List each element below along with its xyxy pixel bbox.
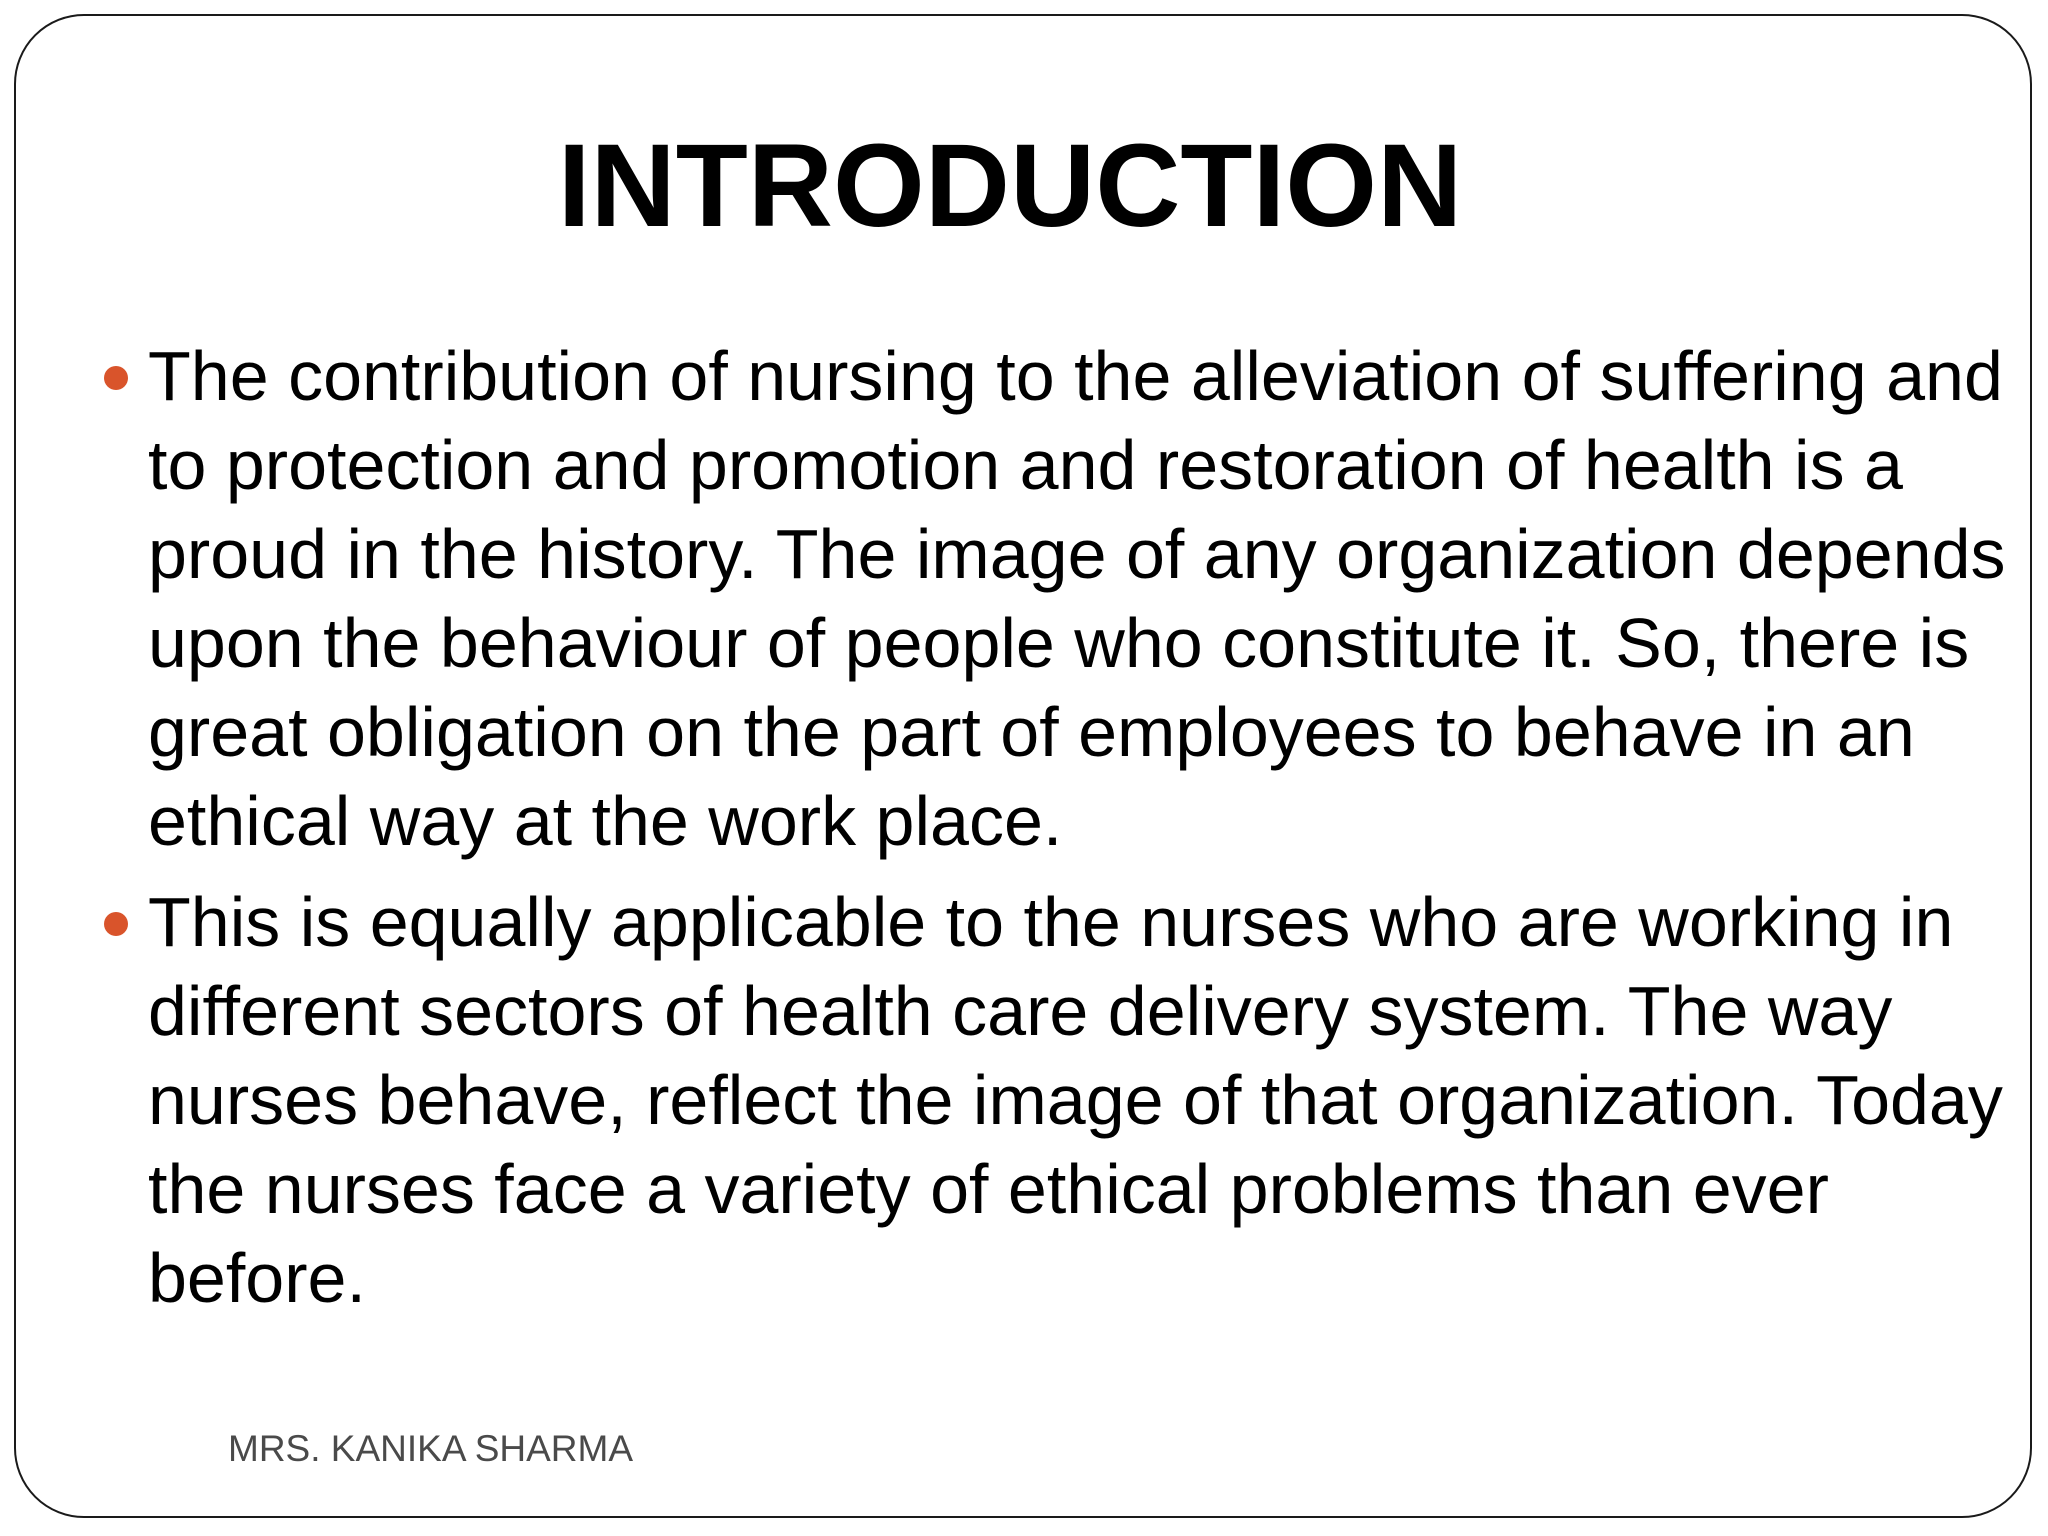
bullet-list bbox=[16, 332, 2032, 1335]
bullet-text: The contribution of nursing to the alleviation of suffering and to protection and promotion and restoration of health is a proud in the history. The image of any organization depends upon the behaviour of people who constitute it. So, there is great obligation on the part of employees to behave in an ethical way at the work place. bbox=[148, 337, 2006, 860]
bullet-dot-icon bbox=[104, 366, 128, 390]
bullet-text: This is equally applicable to the nurses who are working in different sectors of health care delivery system. The way nurses behave, reflect the image of that organization. Today the nurses face a variety of ethical problems than ever before. bbox=[148, 883, 2003, 1317]
bullet-item bbox=[16, 332, 2032, 866]
bullet-dot-icon bbox=[104, 912, 128, 936]
slide-footer-author: MRS. KANIKA SHARMA bbox=[228, 1428, 634, 1469]
slide-title: INTRODUCTION bbox=[557, 120, 1463, 252]
slide-frame bbox=[14, 14, 2032, 1518]
bullet-item bbox=[16, 878, 2032, 1323]
